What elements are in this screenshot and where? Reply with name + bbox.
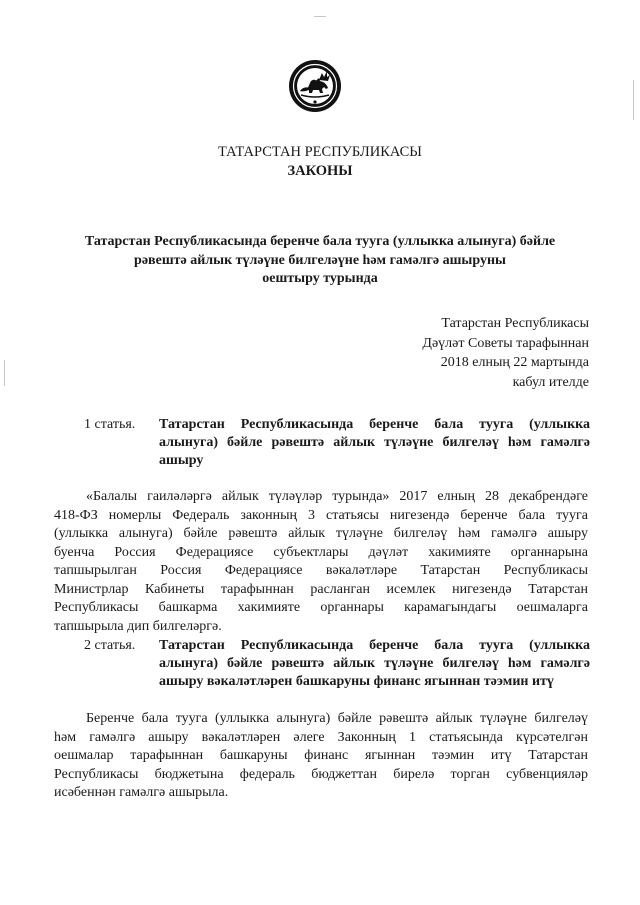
title-line: Татарстан Республикасында беренче бала туугa (уллыкка алынуга) бәйле (84, 234, 556, 249)
paragraph-line: 418-ФЗ номерлы Федераль законның 3 статьясы нигезендә беренче бала туугa (54, 507, 588, 523)
article-2-title: Татарстан Республикасында беренче бала туугa (уллыкка алынуга) бәйле рәвештә айлык түләүне билгеләү һәм гамәлгә ашыру вәкаләтләрен башкаруны финанс ягыннан тәэмин итү (159, 638, 590, 689)
paragraph-line: Беренче бала туугa (уллыкка алынуга) бәйле рәвештә айлык түләүне билгеләү (86, 711, 588, 726)
article-1-text (54, 488, 588, 636)
article-1-number: 1 статья. (84, 417, 136, 432)
title-line: оештыру турында (262, 271, 378, 286)
scan-mark-top (314, 16, 326, 17)
law-title (40, 233, 600, 289)
article-2-text (54, 710, 588, 803)
scan-edge-right (633, 80, 634, 120)
paragraph-line: оешмалар тарафыннан башкаруны финанс ягыннан тәэмин итү Татарстан (54, 748, 588, 763)
republic-heading: ТАТАРСТАН РЕСПУБЛИКАСЫ (218, 144, 422, 160)
paragraph-line: исәбеннән гамәлгә ашырыла. (54, 785, 229, 800)
paragraph-line: һәм гамәлгә ашыру вәкаләтләрен әлеге Законның 1 статьясында күрсәтелгән (54, 729, 588, 745)
paragraph-line: Министрлар Кабинеты тарафыннан расланган исемлек нигезендә Татарстан (54, 581, 588, 597)
paragraph-line: буенча Россия Федерациясе субъектлары дәүләт хакимияте органнарына (54, 544, 588, 560)
adoption-note (422, 314, 589, 392)
adoption-line: Дәүләт Советы тарафыннан (422, 335, 589, 351)
adoption-line: Татарстан Республикасы (441, 316, 589, 331)
paragraph-line: «Балалы гаиләләргә айлык түләүләр турында» 2017 елның 28 декабрендәге (86, 489, 588, 504)
article-1-title: Татарстан Республикасында беренче бала туугa (уллыкка алынуга) бәйле рәвештә айлык түләүне билгеләү һәм гамәлгә ашыру (159, 417, 590, 468)
scan-edge-left (4, 360, 5, 386)
title-line: рәвештә айлык түләүне билгеләүне һәм гамәлгә ашыруны (134, 252, 506, 268)
article-2-header (84, 637, 590, 691)
paragraph-line: (уллыкка алынуга) бәйле рәвештә айлык түләүне билгеләү һәм гамәлгә ашыру (54, 526, 588, 541)
adoption-line: 2018 елның 22 мартында (440, 355, 589, 370)
paragraph-line: тапшырыла дип билгеләргә. (54, 618, 222, 634)
law-heading: ЗАКОНЫ (287, 163, 353, 179)
article-2-number: 2 статья. (84, 638, 136, 653)
tatarstan-coat-of-arms-icon (287, 58, 343, 114)
paragraph-line: Республикасы башкарма хакимияте органнары карамагындагы оешмаларга (54, 600, 588, 615)
paragraph-line: Республикасы бюджетына федераль бюджеттан бирелә торган субвенцияләр (54, 766, 588, 782)
article-1-header (84, 416, 590, 470)
adoption-line: кабул ителде (512, 374, 589, 390)
paragraph-line: тапшырылган Россия Федерациясе вәкаләтләре Татарстан Республикасы (54, 563, 588, 578)
